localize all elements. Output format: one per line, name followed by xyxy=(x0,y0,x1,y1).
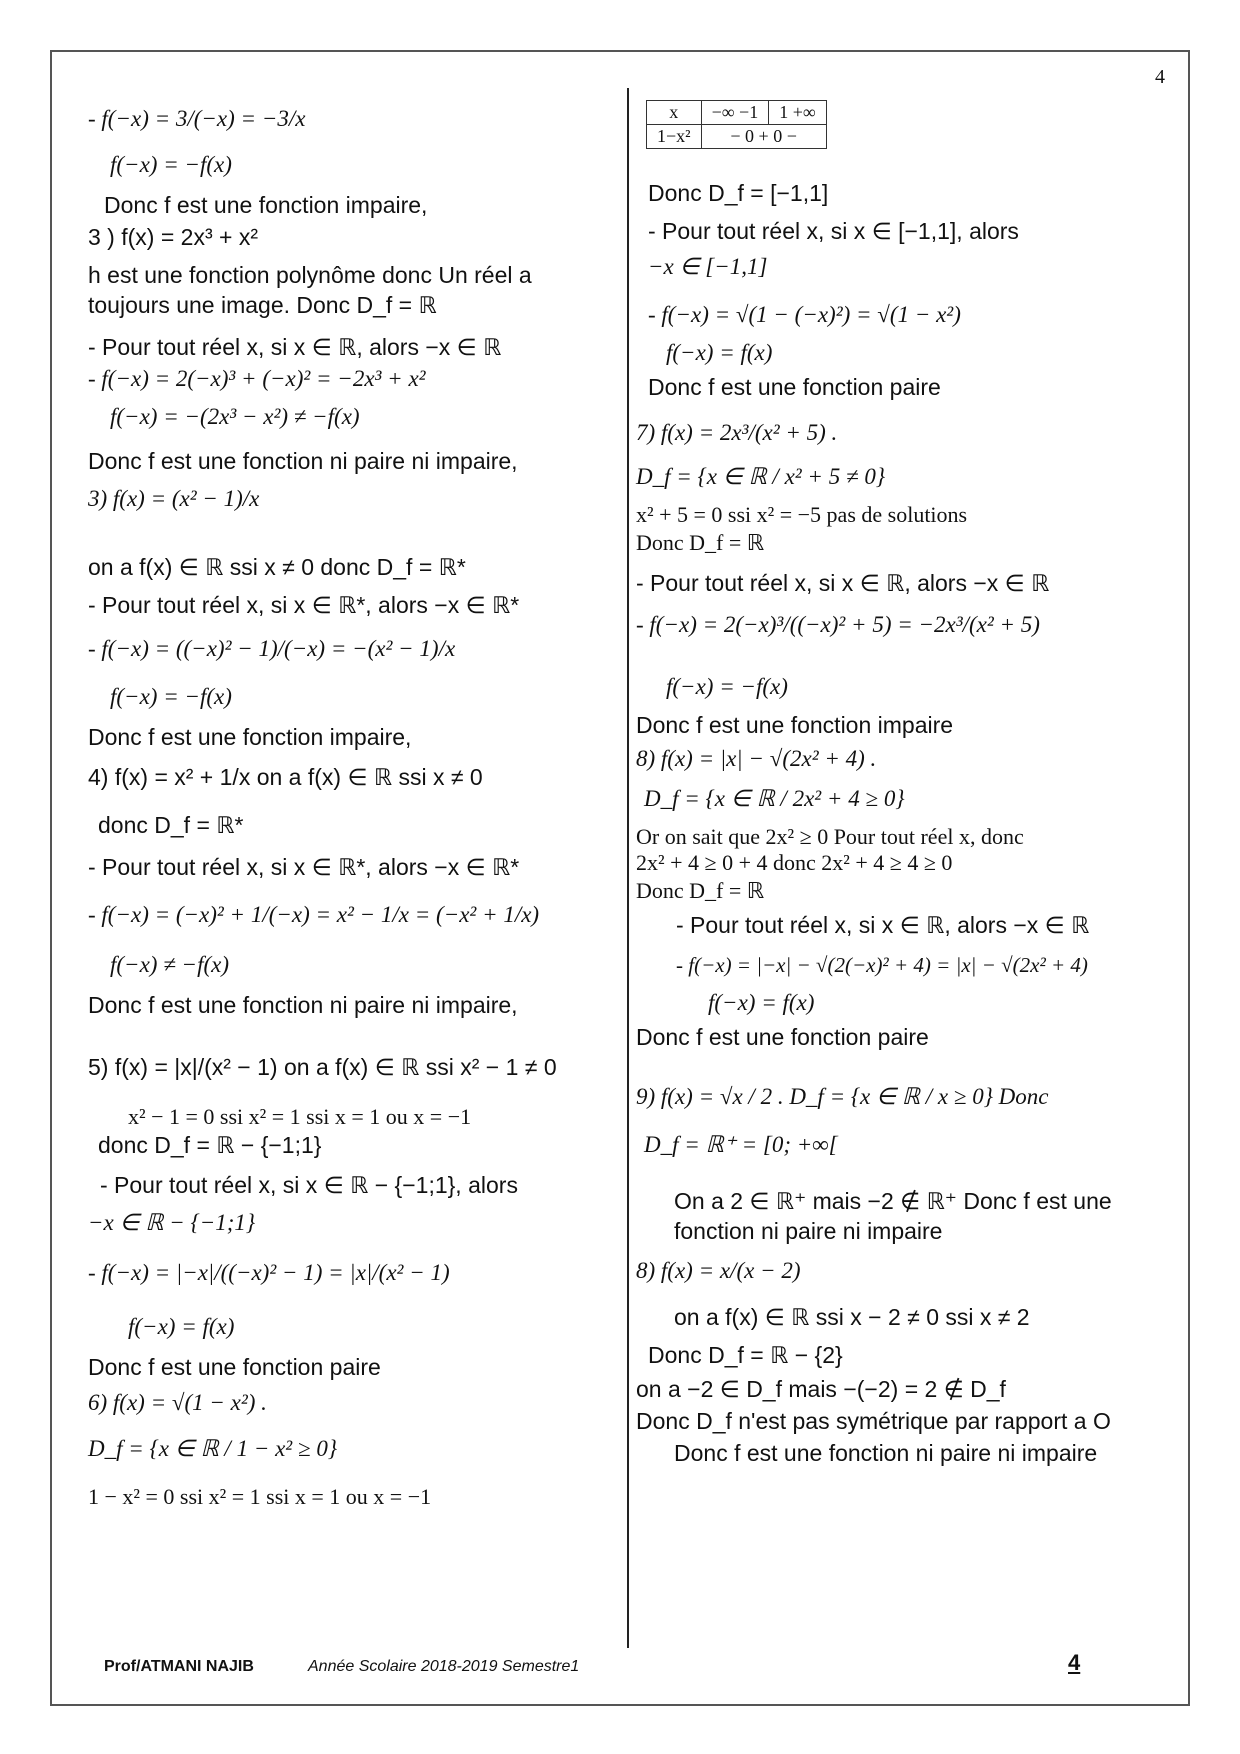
right-line-27: fonction ni paire ni impaire xyxy=(674,1218,943,1244)
right-line-23: Donc f est une fonction paire xyxy=(636,1024,929,1050)
right-line-12: - f(−x) = 2(−x)³/((−x)² + 5) = −2x³/(x² + 5) xyxy=(636,612,1040,637)
right-line-24: 9) f(x) = √x / 2 . D_f = {x ∈ ℝ / x ≥ 0} Donc xyxy=(636,1084,1049,1109)
right-line-15: 8) f(x) = |x| − √(2x² + 4) . xyxy=(636,746,877,771)
left-line-17: 4) f(x) = x² + 1/x on a f(x) ∈ ℝ ssi x ≠ 0 xyxy=(88,764,483,790)
right-line-18: 2x² + 4 ≥ 0 + 4 donc 2x² + 4 ≥ 4 ≥ 0 xyxy=(636,850,953,875)
left-line-26: - Pour tout réel x, si x ∈ ℝ − {−1;1}, alors xyxy=(100,1172,518,1198)
left-line-20: - f(−x) = (−x)² + 1/(−x) = x² − 1/x = (−x² + 1/x) xyxy=(88,902,540,927)
right-line-19: Donc D_f = ℝ xyxy=(636,878,765,903)
left-line-30: Donc f est une fonction paire xyxy=(88,1354,381,1380)
sign-table xyxy=(646,100,827,149)
left-line-19: - Pour tout réel x, si x ∈ ℝ*, alors −x ∈ ℝ* xyxy=(88,854,520,880)
left-line-12: on a f(x) ∈ ℝ ssi x ≠ 0 donc D_f = ℝ* xyxy=(88,554,466,580)
right-line-20: - Pour tout réel x, si x ∈ ℝ, alors −x ∈ ℝ xyxy=(676,912,1090,938)
right-line-32: Donc D_f n'est pas symétrique par rapport a O xyxy=(636,1408,1111,1434)
right-line-7: 7) f(x) = 2x³/(x² + 5) . xyxy=(636,420,838,445)
sign-table-row-expr xyxy=(647,125,827,149)
right-line-26: On a 2 ∈ ℝ⁺ mais −2 ∉ ℝ⁺ Donc f est une xyxy=(674,1188,1112,1214)
right-line-16: D_f = {x ∈ ℝ / 2x² + 4 ≥ 0} xyxy=(644,786,905,811)
left-line-3: Donc f est une fonction impaire, xyxy=(104,192,428,218)
right-line-17: Or on sait que 2x² ≥ 0 Pour tout réel x, donc xyxy=(636,824,1024,849)
left-line-10: Donc f est une fonction ni paire ni impaire, xyxy=(88,448,518,474)
right-line-5: f(−x) = f(x) xyxy=(666,340,773,365)
right-line-3: −x ∈ [−1,1] xyxy=(648,254,768,279)
right-line-4: - f(−x) = √(1 − (−x)²) = √(1 − x²) xyxy=(648,302,961,327)
left-line-28: - f(−x) = |−x|/((−x)² − 1) = |x|/(x² − 1) xyxy=(88,1260,450,1285)
left-line-31: 6) f(x) = √(1 − x²) . xyxy=(88,1390,267,1415)
footer-author: Prof/ATMANI NAJIB xyxy=(104,1658,254,1675)
left-line-23: 5) f(x) = |x|/(x² − 1) on a f(x) ∈ ℝ ssi x² − 1 ≠ 0 xyxy=(88,1054,557,1080)
left-line-15: f(−x) = −f(x) xyxy=(110,684,232,709)
right-line-13: f(−x) = −f(x) xyxy=(666,674,788,699)
sign-cell-expr: 1−x² xyxy=(647,125,702,149)
footer-school-year: Année Scolaire 2018-2019 Semestre1 xyxy=(308,1658,580,1675)
right-line-11: - Pour tout réel x, si x ∈ ℝ, alors −x ∈ ℝ xyxy=(636,570,1050,596)
left-line-24: x² − 1 = 0 ssi x² = 1 ssi x = 1 ou x = −1 xyxy=(128,1104,472,1129)
sign-cell-x: x xyxy=(647,101,702,125)
right-line-6: Donc f est une fonction paire xyxy=(648,374,941,400)
right-line-31: on a −2 ∈ D_f mais −(−2) = 2 ∉ D_f xyxy=(636,1376,1006,1402)
left-line-33: 1 − x² = 0 ssi x² = 1 ssi x = 1 ou x = −1 xyxy=(88,1484,432,1509)
sign-table-row-x xyxy=(647,101,827,125)
right-line-9: x² + 5 = 0 ssi x² = −5 pas de solutions xyxy=(636,502,968,527)
left-line-22: Donc f est une fonction ni paire ni impaire, xyxy=(88,992,518,1018)
column-divider xyxy=(627,88,629,1648)
sign-cell-signs: − 0 + 0 − xyxy=(701,125,826,149)
right-line-30: Donc D_f = ℝ − {2} xyxy=(648,1342,843,1368)
sign-cell-right: 1 +∞ xyxy=(769,101,826,125)
left-line-11: 3) f(x) = (x² − 1)/x xyxy=(88,486,260,511)
left-line-4: 3 ) f(x) = 2x³ + x² xyxy=(88,224,258,250)
right-line-2: - Pour tout réel x, si x ∈ [−1,1], alors xyxy=(648,218,1019,244)
page-number-top: 4 xyxy=(1155,66,1165,88)
right-line-21: - f(−x) = |−x| − √(2(−x)² + 4) = |x| − √(2x² + 4) xyxy=(676,953,1088,977)
right-line-10: Donc D_f = ℝ xyxy=(636,530,765,555)
right-line-25: D_f = ℝ⁺ = [0; +∞[ xyxy=(644,1132,838,1157)
left-line-9: f(−x) = −(2x³ − x²) ≠ −f(x) xyxy=(110,404,360,429)
left-line-16: Donc f est une fonction impaire, xyxy=(88,724,412,750)
left-line-13: - Pour tout réel x, si x ∈ ℝ*, alors −x ∈ ℝ* xyxy=(88,592,520,618)
left-line-29: f(−x) = f(x) xyxy=(128,1314,235,1339)
left-line-2: f(−x) = −f(x) xyxy=(110,152,232,177)
sign-cell-left: −∞ −1 xyxy=(701,101,769,125)
left-line-18: donc D_f = ℝ* xyxy=(98,812,244,838)
right-line-1: Donc D_f = [−1,1] xyxy=(648,180,829,206)
right-line-28: 8) f(x) = x/(x − 2) xyxy=(636,1258,801,1283)
right-line-22: f(−x) = f(x) xyxy=(708,990,815,1015)
left-line-5: h est une fonction polynôme donc Un réel a xyxy=(88,262,532,288)
left-line-21: f(−x) ≠ −f(x) xyxy=(110,952,229,977)
footer-page-number: 4 xyxy=(1068,1650,1081,1675)
right-line-8: D_f = {x ∈ ℝ / x² + 5 ≠ 0} xyxy=(636,464,886,489)
right-line-14: Donc f est une fonction impaire xyxy=(636,712,954,738)
right-line-29: on a f(x) ∈ ℝ ssi x − 2 ≠ 0 ssi x ≠ 2 xyxy=(674,1304,1030,1330)
left-line-1: - f(−x) = 3/(−x) = −3/x xyxy=(88,106,306,131)
left-line-32: D_f = {x ∈ ℝ / 1 − x² ≥ 0} xyxy=(88,1436,338,1461)
left-line-27: −x ∈ ℝ − {−1;1} xyxy=(88,1210,256,1235)
right-line-33: Donc f est une fonction ni paire ni impaire xyxy=(674,1440,1098,1466)
left-line-7: - Pour tout réel x, si x ∈ ℝ, alors −x ∈ ℝ xyxy=(88,334,502,360)
left-line-25: donc D_f = ℝ − {−1;1} xyxy=(98,1132,322,1158)
left-line-14: - f(−x) = ((−x)² − 1)/(−x) = −(x² − 1)/x xyxy=(88,636,456,661)
left-line-8: - f(−x) = 2(−x)³ + (−x)² = −2x³ + x² xyxy=(88,366,426,391)
left-line-6: toujours une image. Donc D_f = ℝ xyxy=(88,292,437,318)
